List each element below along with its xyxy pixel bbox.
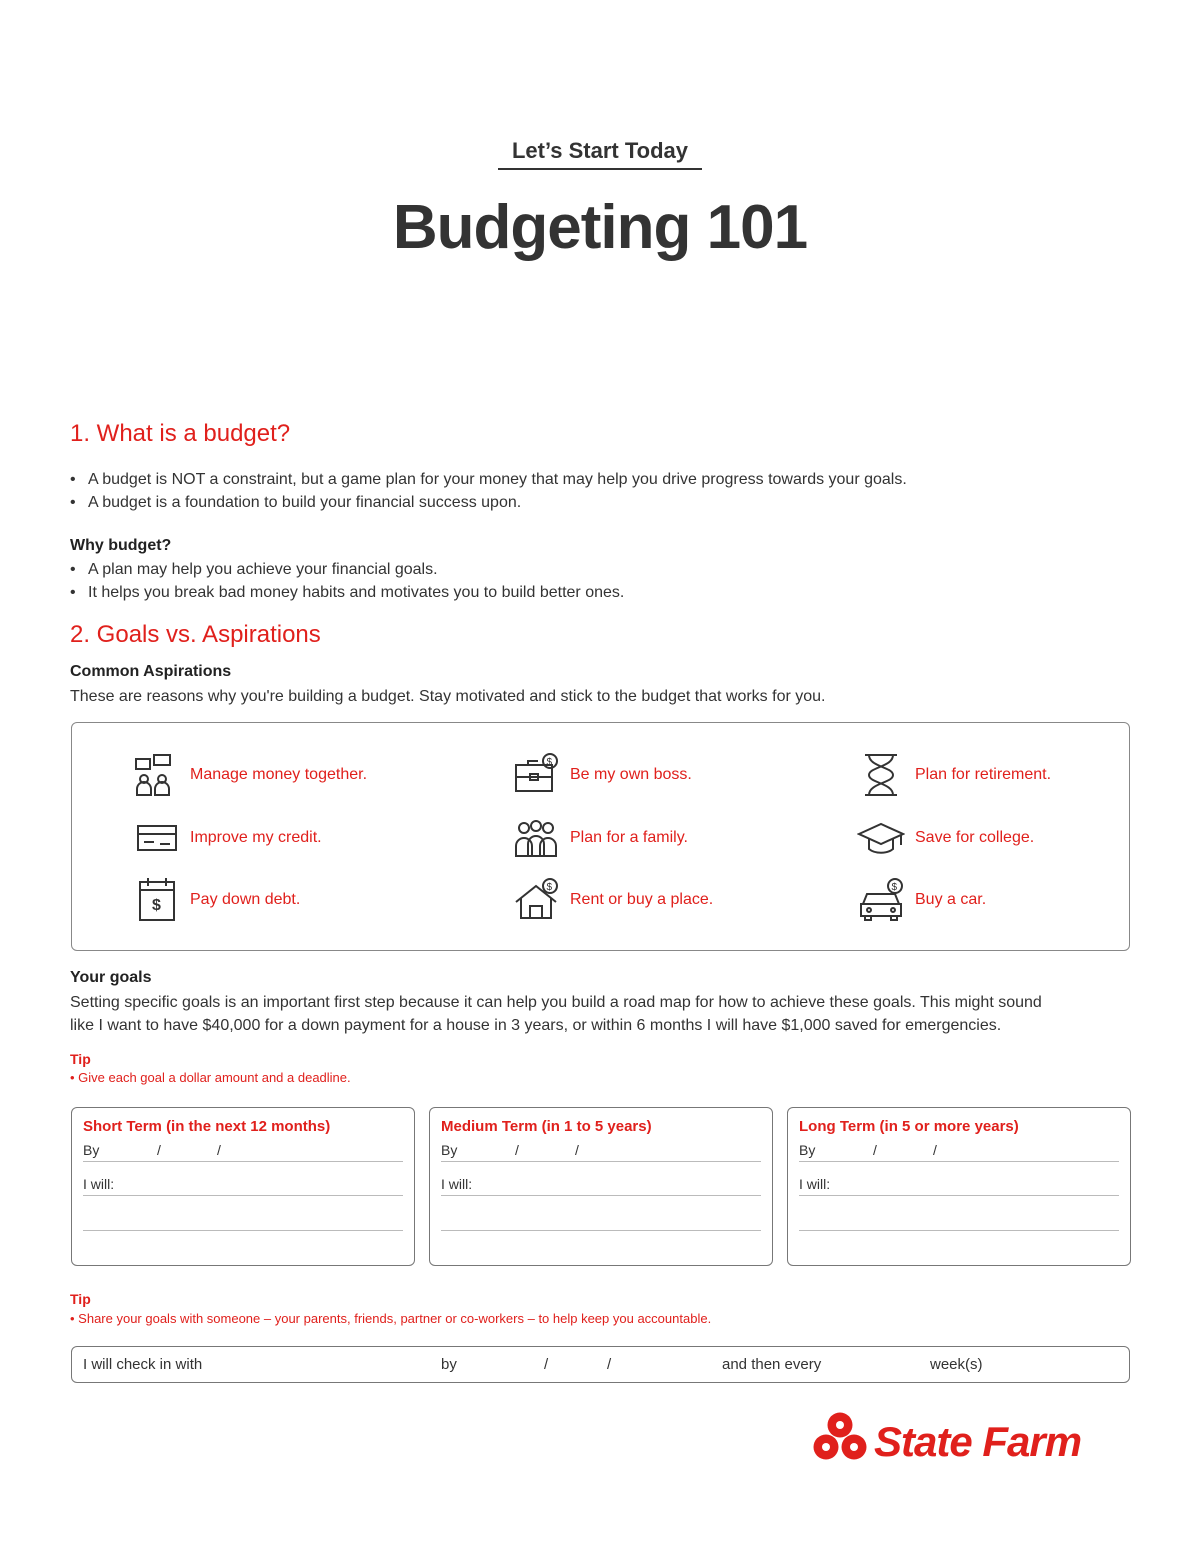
goal-line[interactable] [799,1230,1119,1231]
state-farm-logo [810,1410,1130,1468]
aspiration-item [512,876,713,924]
people-chat-icon [132,751,180,799]
svg-text:$: $ [546,757,553,768]
date-slash: / [157,1142,161,1158]
state-farm-logo-graphic [810,1410,1130,1468]
calendar-dollar-icon [132,876,180,924]
checkin-by-label: by [441,1356,457,1373]
aspiration-item [857,876,986,924]
graduation-cap-icon [857,814,905,862]
why-budget-label: Why budget? [70,537,172,554]
tip1-heading: Tip [70,1051,91,1067]
date-slash: / [607,1356,612,1373]
date-line[interactable] [83,1161,403,1162]
aspiration-item [512,814,688,862]
date-line[interactable] [799,1161,1119,1162]
bullet-item: • It helps you break bad money habits and motivates you to build better ones. [70,584,625,601]
aspiration-label: Buy a car. [915,891,987,908]
goals-desc-line2: like I want to have $40,000 for a down payment for a house in 3 years, or within 6 months I will have $1,000 saved for emergencies. [70,1017,1002,1034]
eyebrow-text: Let’s Start Today [498,138,702,170]
svg-text:$: $ [546,882,553,893]
short-term-box[interactable] [71,1107,415,1266]
bullet-item: • A plan may help you achieve your financial goals. [70,561,438,578]
goal-line[interactable] [83,1195,403,1196]
term-heading: Medium Term (in 1 to 5 years) [441,1118,652,1135]
long-term-box[interactable] [787,1107,1131,1266]
credit-card-icon [132,814,180,862]
section1-heading: 1. What is a budget? [70,420,291,447]
goal-line[interactable] [441,1230,761,1231]
goal-line[interactable] [441,1195,761,1196]
aspiration-label: Plan for a family. [570,829,688,846]
goal-line[interactable] [799,1195,1119,1196]
checkin-then-label: and then every [722,1356,822,1373]
by-label: By [83,1142,100,1158]
aspiration-item [857,814,1034,862]
aspiration-item [857,751,1051,799]
medium-term-box[interactable] [429,1107,773,1266]
aspiration-item [512,751,692,799]
aspiration-label: Rent or buy a place. [570,891,714,908]
tip1-text: • Give each goal a dollar amount and a deadline. [70,1070,351,1085]
section1-bullets [70,468,907,514]
why-bullets [70,558,624,604]
date-line[interactable] [441,1161,761,1162]
bullet-item: • A budget is a foundation to build your financial success upon. [70,494,522,511]
date-slash: / [575,1142,579,1158]
aspiration-label: Pay down debt. [190,891,301,908]
checkin-box[interactable] [71,1346,1130,1383]
tip2-heading: Tip [70,1291,91,1307]
logo-wordmark: State Farm [874,1418,1082,1465]
svg-text:$: $ [152,897,161,914]
aspiration-label: Manage money together. [190,766,368,783]
checkin-weeks-label: week(s) [930,1356,983,1373]
hourglass-icon [857,751,905,799]
date-slash: / [933,1142,937,1158]
family-icon [512,814,560,862]
goals-desc-line1: Setting specific goals is an important first step because it can help you build a road map for how to achieve these goals. This might sound [70,994,1042,1011]
date-slash: / [515,1142,519,1158]
by-label: By [441,1142,458,1158]
aspiration-item [132,751,367,799]
by-label: By [799,1142,816,1158]
term-heading: Long Term (in 5 or more years) [799,1118,1019,1135]
checkin-with-label: I will check in with [83,1356,203,1373]
i-will-label: I will: [83,1176,115,1192]
aspirations-label: Common Aspirations [70,663,232,680]
tip2-text: • Share your goals with someone – your parents, friends, partner or co-workers – to help keep you accountable. [70,1311,712,1326]
goal-line[interactable] [83,1230,403,1231]
date-slash: / [544,1356,549,1373]
aspiration-item [132,876,300,924]
briefcase-dollar-icon [512,751,560,799]
eyebrow [0,138,1200,170]
svg-text:$: $ [891,882,898,893]
i-will-label: I will: [441,1176,473,1192]
aspirations-box [71,722,1130,951]
your-goals-label: Your goals [70,969,152,986]
aspiration-label: Be my own boss. [570,766,692,783]
bullet-item: • A budget is NOT a constraint, but a game plan for your money that may help you drive progress towards your goals. [70,471,907,488]
aspiration-label: Improve my credit. [190,829,322,846]
section2-heading: 2. Goals vs. Aspirations [70,621,321,648]
date-slash: / [217,1142,221,1158]
aspiration-label: Plan for retirement. [915,766,1052,783]
car-dollar-icon [857,876,905,924]
i-will-label: I will: [799,1176,831,1192]
page-title: Budgeting 101 [392,193,808,262]
house-dollar-icon [512,876,560,924]
aspiration-item [132,814,322,862]
date-slash: / [873,1142,877,1158]
aspiration-label: Save for college. [915,829,1035,846]
aspirations-desc: These are reasons why you're building a budget. Stay motivated and stick to the budget that works for you. [70,688,826,705]
term-heading: Short Term (in the next 12 months) [83,1118,331,1135]
